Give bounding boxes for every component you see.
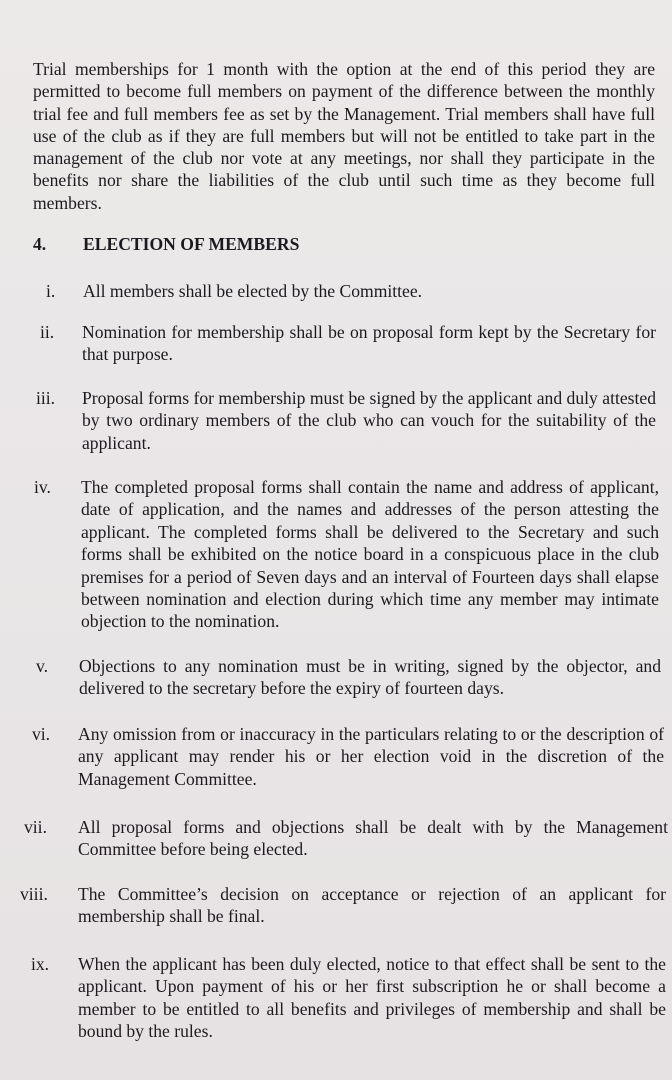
item-numeral: v.: [36, 656, 49, 676]
item-text: When the applicant has been duly elected, notice to that effect shall be sent to the applicant. Upon payment of his or her first subscription he or shall become a member to be entitled to all benefits and privileges of membership and shall be bound by the rules.: [78, 954, 666, 1042]
section-heading: [33, 234, 299, 255]
item-text: Objections to any nomination must be in writing, signed by the objector, and delivered to the secretary before the expiry of fourteen days.: [79, 656, 661, 699]
item-numeral: viii.: [20, 884, 48, 904]
item-text: Nomination for membership shall be on proposal form kept by the Secretary for that purpose.: [82, 322, 656, 365]
item-text: All members shall be elected by the Committee.: [83, 281, 423, 301]
item-text: Proposal forms for membership must be signed by the applicant and duly attested by two ordinary members of the club who can vouch for the suitability of the applicant.: [82, 388, 656, 453]
item-numeral: ix.: [31, 954, 50, 974]
item-numeral: iii.: [36, 388, 56, 408]
item-text: The Committee’s decision on acceptance or rejection of an applicant for membership shall be final.: [78, 884, 666, 927]
intro-paragraph: Trial memberships for 1 month with the option at the end of this period they are permitted to become full members on payment of the difference between the monthly trial fee and full members fee as set by the Management. Trial members shall have full use of the club as if they are full members but will not be entitled to take part in the management of the club nor vote at any meetings, nor shall they participate in the benefits nor share the liabilities of the club until such time as they become full members.: [33, 59, 655, 213]
item-numeral: ii.: [40, 322, 55, 342]
item-numeral: vi.: [32, 724, 51, 744]
item-text: All proposal forms and objections shall be dealt with by the Management Committee before being elected.: [78, 817, 668, 860]
item-numeral: i.: [46, 281, 56, 301]
section-number: 4.: [33, 234, 47, 254]
item-text: Any omission from or inaccuracy in the particulars relating to or the description of any applicant may render his or her election void in the discretion of the Management Committee.: [78, 724, 664, 789]
item-numeral: iv.: [34, 477, 51, 497]
item-numeral: vii.: [24, 817, 47, 837]
item-text: The completed proposal forms shall contain the name and address of applicant, date of application, and the names and addresses of the person attesting the applicant. The completed forms shall be delivered to the Secretary and such forms shall be exhibited on the notice board in a conspicuous place in the club premises for a period of Seven days and an interval of Fourteen days shall elapse between nomination and election during which time any member may intimate objection to the nomination.: [81, 477, 659, 632]
section-title: ELECTION OF MEMBERS: [83, 234, 300, 254]
